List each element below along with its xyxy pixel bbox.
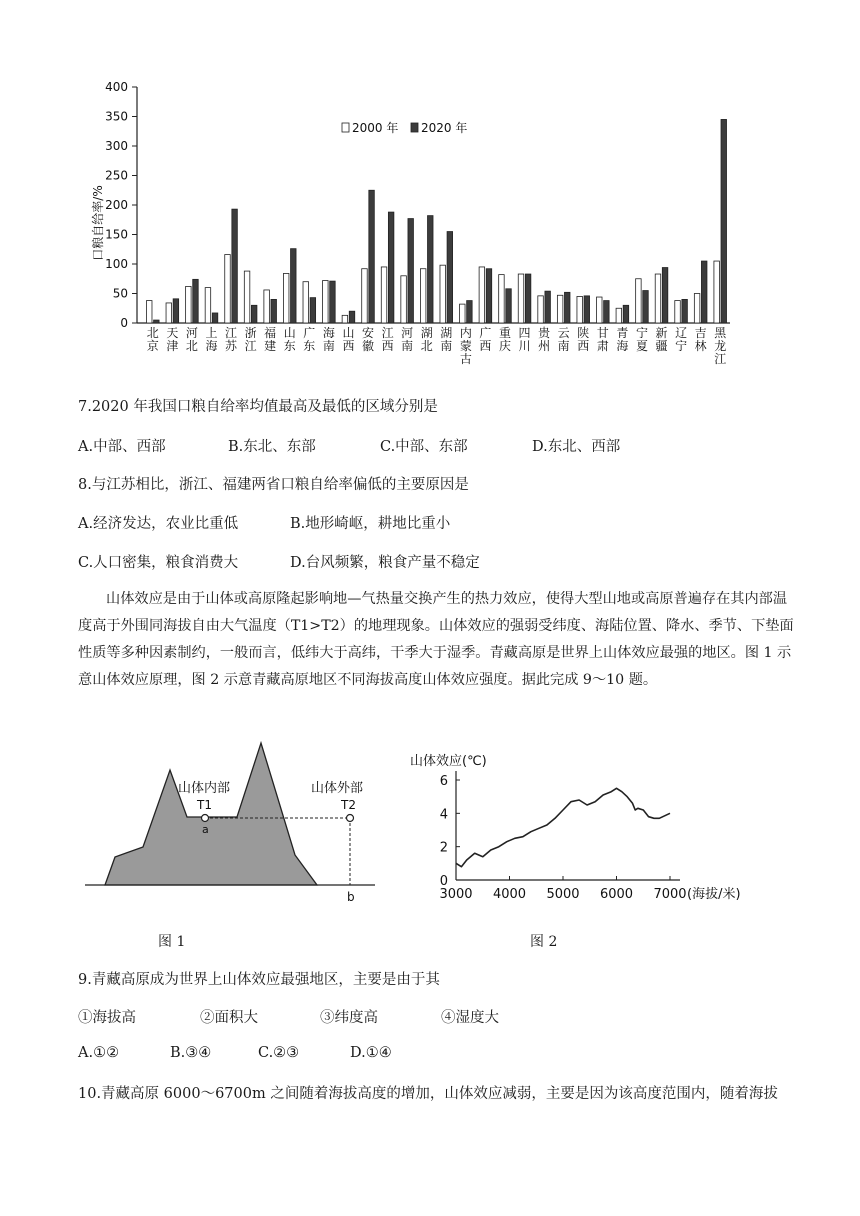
category-label: 江 bbox=[225, 326, 238, 340]
category-label: 海 bbox=[205, 339, 218, 353]
category-label: 南 bbox=[557, 339, 570, 353]
x-tick-label: 4000 bbox=[492, 887, 527, 902]
y-tick-label: 100 bbox=[105, 257, 128, 271]
bar-2020 bbox=[486, 269, 492, 323]
x-tick-label: 6000 bbox=[599, 887, 634, 902]
q9-item-1: ①海拔高 bbox=[78, 1010, 136, 1026]
category-label: 古 bbox=[459, 352, 472, 366]
bar-2020 bbox=[701, 261, 707, 323]
q7-option-b[interactable]: B.东北、东部 bbox=[228, 439, 316, 455]
bar-2020 bbox=[154, 320, 160, 323]
q9-option-c[interactable]: C.②③ bbox=[258, 1045, 300, 1061]
category-label: 陕 bbox=[577, 326, 590, 340]
bar-2020 bbox=[271, 299, 277, 323]
q8-option-b[interactable]: B.地形崎岖，耕地比重小 bbox=[290, 516, 451, 532]
category-label: 重 bbox=[498, 326, 511, 340]
bar-2000 bbox=[323, 281, 329, 323]
t2-point bbox=[347, 815, 354, 822]
bar-2000 bbox=[440, 265, 446, 323]
category-label: 辽 bbox=[675, 326, 688, 340]
figure-1-svg bbox=[85, 735, 385, 910]
category-label: 南 bbox=[401, 339, 414, 353]
category-label: 贵 bbox=[538, 326, 551, 340]
bar-2000 bbox=[694, 294, 700, 324]
bar-2020 bbox=[604, 301, 610, 323]
category-label: 安 bbox=[362, 326, 375, 340]
category-label: 京 bbox=[146, 339, 159, 353]
a-label: a bbox=[202, 823, 209, 836]
category-label: 疆 bbox=[655, 339, 668, 353]
q7-option-c[interactable]: C.中部、东部 bbox=[380, 439, 468, 455]
category-label: 东 bbox=[303, 339, 316, 353]
category-label: 宁 bbox=[675, 339, 688, 353]
bar-2000 bbox=[636, 279, 642, 323]
category-label: 天 bbox=[166, 326, 179, 340]
y-tick-label: 2 bbox=[439, 840, 448, 856]
y-tick-label: 4 bbox=[439, 807, 448, 823]
q7-stem: 7.2020 年我国口粮自给率均值最高及最低的区域分别是 bbox=[78, 399, 438, 415]
bar-2000 bbox=[499, 275, 505, 323]
mountain-shape bbox=[105, 743, 317, 885]
q7-option-d[interactable]: D.东北、西部 bbox=[532, 439, 621, 455]
category-label: 河 bbox=[185, 326, 198, 340]
bar-2000 bbox=[381, 267, 387, 323]
bar-2000 bbox=[675, 301, 681, 323]
bar-2020 bbox=[545, 291, 551, 323]
bar-2020 bbox=[251, 305, 257, 323]
bar-2000 bbox=[225, 255, 231, 323]
q8-option-c[interactable]: C.人口密集，粮食消费大 bbox=[78, 555, 239, 571]
category-label: 北 bbox=[146, 326, 159, 340]
bar-2020 bbox=[506, 289, 512, 323]
bar-2020 bbox=[212, 313, 218, 323]
category-label: 甘 bbox=[596, 326, 609, 340]
category-label: 川 bbox=[518, 339, 531, 353]
category-label: 上 bbox=[205, 326, 218, 340]
bar-2000 bbox=[264, 290, 270, 323]
y-tick-label: 250 bbox=[105, 168, 128, 183]
inner-label: 山体内部 bbox=[178, 781, 231, 796]
category-label: 南 bbox=[440, 339, 453, 353]
category-label: 西 bbox=[342, 339, 355, 353]
y-tick-label: 350 bbox=[105, 109, 128, 124]
outer-label: 山体外部 bbox=[311, 781, 364, 796]
q7-option-a[interactable]: A.中部、西部 bbox=[78, 439, 166, 455]
bar-2020 bbox=[623, 305, 629, 323]
bar-2020 bbox=[349, 311, 355, 323]
bar-2020 bbox=[193, 279, 199, 323]
category-label: 建 bbox=[264, 339, 277, 353]
t2-label: T2 bbox=[341, 798, 356, 812]
mountain-effect-line bbox=[456, 788, 670, 866]
figure-1 bbox=[85, 735, 385, 910]
q9-item-4: ④湿度大 bbox=[441, 1010, 499, 1026]
q8-option-a[interactable]: A.经济发达，农业比重低 bbox=[78, 516, 239, 532]
bar-2000 bbox=[401, 276, 407, 323]
category-label: 海 bbox=[616, 339, 629, 353]
y-tick-label: 0 bbox=[120, 316, 128, 330]
category-label: 吉 bbox=[694, 326, 707, 340]
category-label: 林 bbox=[694, 339, 707, 353]
bar-2000 bbox=[655, 274, 661, 323]
category-label: 河 bbox=[401, 326, 414, 340]
category-label: 西 bbox=[381, 339, 394, 353]
bar-2000 bbox=[283, 273, 289, 323]
figure-1-caption: 图 1 bbox=[158, 934, 186, 950]
figure-2 bbox=[400, 745, 760, 915]
q9-item-3: ③纬度高 bbox=[320, 1010, 378, 1026]
category-label: 津 bbox=[166, 339, 179, 353]
category-label: 山 bbox=[283, 326, 296, 340]
category-label: 内 bbox=[459, 326, 472, 340]
y-tick-label: 400 bbox=[105, 80, 128, 94]
legend-swatch-2020 bbox=[411, 123, 418, 132]
y-tick-label: 6 bbox=[439, 774, 448, 789]
x-axis-label: (海拔/米) bbox=[687, 887, 741, 902]
q9-option-d[interactable]: D.①④ bbox=[350, 1045, 392, 1061]
q9-option-b[interactable]: B.③④ bbox=[170, 1045, 212, 1061]
bar-chart bbox=[80, 75, 780, 375]
bar-2000 bbox=[186, 286, 192, 323]
bar-2020 bbox=[467, 301, 473, 323]
bar-2000 bbox=[577, 296, 583, 323]
category-label: 肃 bbox=[596, 339, 609, 353]
category-label: 江 bbox=[381, 326, 394, 340]
bar-2000 bbox=[342, 315, 348, 323]
category-label: 徽 bbox=[362, 339, 375, 353]
category-label: 蒙 bbox=[459, 339, 472, 353]
bar-2000 bbox=[597, 297, 603, 323]
bar-2020 bbox=[564, 292, 570, 323]
bar-2020 bbox=[662, 268, 668, 323]
figure-2-svg bbox=[400, 745, 760, 915]
legend-label-2020: 2020 年 bbox=[421, 121, 468, 135]
category-label: 夏 bbox=[635, 339, 648, 353]
bar-2000 bbox=[166, 303, 172, 323]
bar-2020 bbox=[388, 212, 394, 323]
category-label: 北 bbox=[420, 339, 433, 353]
category-label: 福 bbox=[264, 326, 277, 340]
bar-2020 bbox=[584, 296, 590, 323]
x-tick-label: 7000 bbox=[653, 887, 687, 902]
bar-2000 bbox=[244, 271, 250, 323]
passage: 山体效应是由于山体或高原隆起影响地—气热量交换产生的热力效应，使得大型山地或高原普遍存在其内部温度高于外围同海拔自由大气温度（T1>T2）的地理现象。山体效应的强弱受纬度、海陆位置、降水、季节、下垫面性质等多种因素制约，一般而言，低纬大于高纬，干季大于湿季。青藏高原是世界上山体效应最强的地区。图 1 示意山体效应原理，图 2 示意青藏高原地区不同海拔高度山体效应强度。据此完成 9～10 题。 bbox=[78, 591, 794, 688]
q10-stem: 10.青藏高原 6000～6700m 之间随着海拔高度的增加，山体效应减弱，主要是因为该高度范围内，随着海拔 bbox=[78, 1086, 778, 1102]
q8-option-d[interactable]: D.台风频繁，粮食产量不稳定 bbox=[290, 555, 480, 571]
x-tick-label: 5000 bbox=[546, 887, 580, 902]
y-tick-label: 300 bbox=[105, 139, 128, 153]
category-label: 广 bbox=[303, 326, 316, 340]
bar-2020 bbox=[173, 299, 179, 323]
bar-2020 bbox=[721, 119, 727, 323]
category-label: 广 bbox=[479, 326, 492, 340]
bar-2000 bbox=[538, 296, 544, 323]
category-label: 江 bbox=[714, 352, 727, 366]
x-tick-label: 3000 bbox=[439, 887, 473, 902]
bar-2020 bbox=[291, 249, 297, 323]
category-label: 南 bbox=[322, 339, 335, 353]
bar-2020 bbox=[408, 219, 414, 323]
bar-2020 bbox=[232, 209, 238, 323]
category-label: 浙 bbox=[244, 326, 257, 340]
bar-2000 bbox=[460, 304, 466, 323]
category-label: 西 bbox=[479, 339, 492, 353]
bar-2000 bbox=[303, 282, 309, 323]
bar-2000 bbox=[557, 295, 563, 323]
y-tick-label: 0 bbox=[439, 874, 448, 889]
category-label: 庆 bbox=[498, 339, 511, 353]
t1-label: T1 bbox=[197, 798, 212, 812]
y-tick-label: 150 bbox=[105, 227, 128, 242]
y-axis-label: 山体效应(℃) bbox=[410, 754, 487, 769]
y-axis-label: 口粮自给率/% bbox=[91, 185, 105, 261]
category-label: 云 bbox=[557, 326, 570, 340]
bar-2000 bbox=[205, 288, 211, 323]
bar-2020 bbox=[525, 274, 531, 323]
b-label: b bbox=[347, 890, 355, 904]
category-label: 州 bbox=[538, 339, 551, 353]
bar-chart-svg bbox=[80, 75, 780, 375]
y-tick-label: 50 bbox=[112, 286, 128, 301]
category-label: 四 bbox=[518, 326, 531, 340]
category-label: 东 bbox=[283, 339, 296, 353]
legend-swatch-2000 bbox=[342, 123, 349, 132]
category-label: 湖 bbox=[440, 326, 453, 340]
bar-2000 bbox=[362, 269, 368, 323]
category-label: 北 bbox=[185, 339, 198, 353]
category-label: 苏 bbox=[225, 339, 238, 353]
legend-label-2000: 2000 年 bbox=[352, 121, 399, 135]
q9-item-2: ②面积大 bbox=[200, 1010, 258, 1026]
bar-2020 bbox=[428, 216, 434, 323]
bar-2000 bbox=[479, 267, 485, 323]
q9-option-a[interactable]: A.①② bbox=[78, 1045, 120, 1061]
bar-2020 bbox=[447, 232, 453, 323]
bar-2000 bbox=[616, 308, 622, 323]
category-label: 黑 bbox=[714, 326, 727, 340]
q8-stem: 8.与江苏相比，浙江、福建两省口粮自给率偏低的主要原因是 bbox=[78, 477, 469, 493]
q9-stem: 9.青藏高原成为世界上山体效应最强地区，主要是由于其 bbox=[78, 972, 440, 988]
category-label: 宁 bbox=[635, 326, 648, 340]
bar-2000 bbox=[146, 301, 152, 323]
category-label: 新 bbox=[655, 326, 668, 340]
category-label: 青 bbox=[616, 326, 629, 340]
bar-2000 bbox=[420, 269, 426, 323]
category-label: 海 bbox=[322, 326, 335, 340]
t1-point bbox=[202, 815, 209, 822]
bar-2020 bbox=[643, 291, 649, 323]
category-label: 江 bbox=[244, 339, 257, 353]
bar-2020 bbox=[330, 281, 336, 323]
bar-2000 bbox=[518, 274, 524, 323]
category-label: 西 bbox=[577, 339, 590, 353]
category-label: 湖 bbox=[420, 326, 433, 340]
bar-2000 bbox=[714, 261, 720, 323]
figure-2-caption: 图 2 bbox=[530, 934, 558, 950]
y-tick-label: 200 bbox=[105, 198, 128, 212]
category-label: 龙 bbox=[714, 339, 727, 353]
bar-2020 bbox=[310, 298, 316, 323]
bar-2020 bbox=[369, 190, 375, 323]
bar-2020 bbox=[682, 299, 688, 323]
category-label: 山 bbox=[342, 326, 355, 340]
